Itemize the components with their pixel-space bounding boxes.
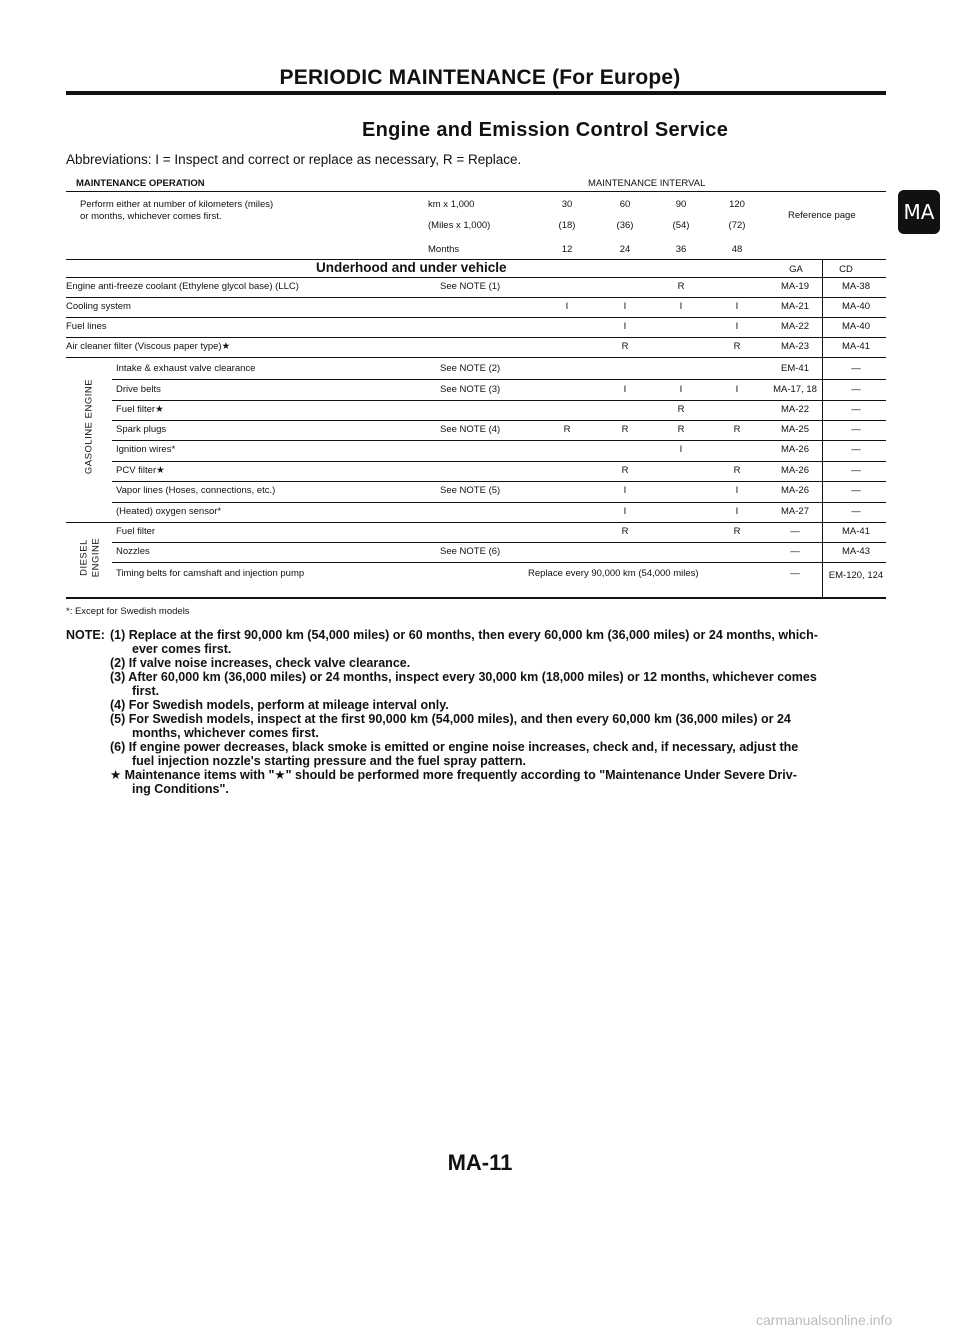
cd-reference: —: [851, 404, 861, 415]
interval-cell-i90: I: [679, 384, 683, 395]
row-note: See NOTE (6): [440, 546, 501, 557]
ga-reference: —: [790, 568, 800, 579]
cd-reference: —: [851, 465, 861, 476]
section-title: Underhood and under vehicle: [316, 260, 507, 275]
km-value: 60: [619, 199, 631, 210]
row-rule: [112, 440, 886, 441]
row-item: Vapor lines (Hoses, connections, etc.): [116, 485, 276, 496]
km-label: km x 1,000: [428, 199, 475, 210]
watermark: carmanualsonline.info: [756, 1312, 893, 1328]
row-note: See NOTE (1): [440, 281, 501, 292]
miles-value: (72): [728, 220, 746, 231]
maintenance-interval-header: MAINTENANCE INTERVAL: [588, 178, 706, 189]
cd-reference: MA-38: [842, 281, 870, 292]
note-star: ★ Maintenance items with "★" should be performed more frequently according to "Maintenance Under Severe Driv-: [110, 768, 797, 782]
cd-reference: —: [851, 363, 861, 374]
interval-cell-i120: R: [733, 465, 741, 476]
row-item: Fuel lines: [66, 321, 107, 332]
row-item: Air cleaner filter (Viscous paper type)★: [66, 341, 231, 352]
interval-cell-i120: R: [733, 424, 741, 435]
row-item: Nozzles: [116, 546, 150, 557]
page-number: MA-11: [447, 1150, 513, 1175]
interval-cell-i120: I: [735, 321, 739, 332]
interval-cell-i90: I: [679, 444, 683, 455]
note-label: NOTE:: [66, 628, 105, 642]
row-item: Fuel filter★: [116, 404, 164, 415]
maintenance-operation-header: MAINTENANCE OPERATION: [76, 178, 205, 189]
interval-cell-i30: R: [563, 424, 571, 435]
interval-cell-i120: R: [733, 341, 741, 352]
row-rule: [66, 357, 886, 358]
row-rule: [112, 562, 886, 563]
row-item: (Heated) oxygen sensor*: [116, 506, 222, 517]
ga-reference: MA-23: [781, 341, 809, 352]
abbreviations-text: Abbreviations: I = Inspect and correct or replace as necessary, R = Replace.: [66, 152, 522, 167]
cd-reference: MA-40: [842, 321, 870, 332]
row-rule: [66, 297, 886, 298]
header-rule: [66, 191, 886, 192]
row-rule: [112, 542, 886, 543]
km-value: 30: [561, 199, 573, 210]
note-1-cont: ever comes first.: [132, 642, 232, 656]
column-divider: [822, 259, 823, 599]
cd-reference: —: [851, 485, 861, 496]
miles-value: (36): [616, 220, 634, 231]
interval-cell-i30: I: [565, 301, 569, 312]
row-item: Timing belts for camshaft and injection pump: [116, 568, 305, 579]
cd-reference: —: [851, 424, 861, 435]
row-rule: [112, 502, 886, 503]
note-1: (1) Replace at the first 90,000 km (54,000 miles) or 60 months, then every 60,000 km (36,000 miles) or 24 months, which-: [110, 628, 818, 642]
months-value: 12: [561, 244, 573, 255]
months-value: 48: [731, 244, 743, 255]
row-item: Ignition wires*: [116, 444, 176, 455]
cd-reference: —: [851, 384, 861, 395]
cd-column-header: CD: [839, 264, 853, 275]
row-item: Engine anti-freeze coolant (Ethylene glycol base) (LLC): [66, 281, 299, 292]
title-rule: [66, 91, 886, 95]
note-5-cont: months, whichever comes first.: [132, 726, 319, 740]
row-item: PCV filter★: [116, 465, 165, 476]
row-note: Replace every 90,000 km (54,000 miles): [528, 568, 699, 579]
interval-cell-i90: R: [677, 281, 685, 292]
reference-page-label: Reference page: [788, 210, 856, 221]
row-rule: [66, 317, 886, 318]
months-label: Months: [428, 244, 460, 255]
interval-cell-i60: I: [623, 506, 627, 517]
ga-reference: —: [790, 546, 800, 557]
km-value: 120: [729, 199, 745, 210]
row-item: Fuel filter: [116, 526, 156, 537]
interval-cell-i90: R: [677, 404, 685, 415]
footnote: *: Except for Swedish models: [66, 606, 190, 617]
interval-cell-i60: I: [623, 485, 627, 496]
interval-cell-i120: R: [733, 526, 741, 537]
cd-reference: —: [851, 506, 861, 517]
ga-reference: MA-22: [781, 404, 809, 415]
note-6-cont: fuel injection nozzle's starting pressure and the fuel spray pattern.: [132, 754, 527, 768]
interval-cell-i90: R: [677, 424, 685, 435]
row-item: Intake & exhaust valve clearance: [116, 363, 256, 374]
perform-text-line1: Perform either at number of kilometers (miles): [80, 199, 274, 210]
row-rule: [112, 461, 886, 462]
note-3: (3) After 60,000 km (36,000 miles) or 24 months, inspect every 30,000 km (18,000 miles) or 12 months, whichever comes: [110, 670, 817, 684]
row-rule: [66, 337, 886, 338]
interval-cell-i90: I: [679, 301, 683, 312]
ga-reference: MA-19: [781, 281, 809, 292]
perform-text-line2: or months, whichever comes first.: [80, 211, 222, 222]
interval-cell-i60: R: [621, 526, 629, 537]
row-rule: [66, 522, 886, 523]
page-title: PERIODIC MAINTENANCE (For Europe): [279, 66, 681, 89]
ga-reference: MA-26: [781, 465, 809, 476]
gasoline-engine-label: GASOLINE ENGINE: [83, 378, 95, 475]
ga-reference: MA-21: [781, 301, 809, 312]
interval-cell-i60: I: [623, 384, 627, 395]
ga-reference: MA-17, 18: [773, 384, 817, 395]
ga-reference: MA-26: [781, 444, 809, 455]
note-star-cont: ing Conditions".: [132, 782, 229, 796]
row-note: See NOTE (5): [440, 485, 501, 496]
miles-value: (18): [558, 220, 576, 231]
miles-value: (54): [672, 220, 690, 231]
row-rule: [112, 420, 886, 421]
row-item: Spark plugs: [116, 424, 167, 435]
ga-reference: EM-41: [781, 363, 809, 374]
section-subtitle: Engine and Emission Control Service: [362, 119, 729, 141]
row-rule: [112, 481, 886, 482]
cd-reference: MA-41: [842, 341, 870, 352]
note-2: (2) If valve noise increases, check valve clearance.: [110, 656, 411, 670]
miles-label: (Miles x 1,000): [428, 220, 491, 231]
ga-reference: MA-22: [781, 321, 809, 332]
row-note: See NOTE (3): [440, 384, 501, 395]
row-rule: [112, 400, 886, 401]
cd-reference: MA-41: [842, 526, 870, 537]
row-rule: [112, 379, 886, 380]
cd-reference: MA-40: [842, 301, 870, 312]
note-3-cont: first.: [132, 684, 160, 698]
cd-reference: —: [851, 444, 861, 455]
cd-reference: MA-43: [842, 546, 870, 557]
interval-cell-i60: I: [623, 301, 627, 312]
ga-reference: MA-25: [781, 424, 809, 435]
ga-reference: —: [790, 526, 800, 537]
table-bottom-rule: [66, 597, 886, 599]
months-value: 36: [675, 244, 687, 255]
interval-cell-i120: I: [735, 301, 739, 312]
engine-label: ENGINE: [90, 537, 102, 578]
row-item: Cooling system: [66, 301, 131, 312]
km-value: 90: [675, 199, 687, 210]
interval-cell-i120: I: [735, 384, 739, 395]
interval-cell-i60: R: [621, 341, 629, 352]
diesel-label: DIESEL: [78, 539, 90, 576]
interval-cell-i60: R: [621, 465, 629, 476]
months-value: 24: [619, 244, 631, 255]
note-6: (6) If engine power decreases, black smoke is emitted or engine noise increases, check and, if necessary, adjust the: [110, 740, 799, 754]
row-rule: [66, 277, 886, 278]
interval-cell-i60: I: [623, 321, 627, 332]
cd-reference: EM-120, 124: [828, 570, 884, 581]
ga-reference: MA-26: [781, 485, 809, 496]
ga-column-header: GA: [789, 264, 803, 275]
interval-cell-i120: I: [735, 485, 739, 496]
row-note: See NOTE (2): [440, 363, 501, 374]
interval-cell-i60: R: [621, 424, 629, 435]
row-item: Drive belts: [116, 384, 161, 395]
ga-reference: MA-27: [781, 506, 809, 517]
interval-cell-i120: I: [735, 506, 739, 517]
note-4: (4) For Swedish models, perform at mileage interval only.: [110, 698, 449, 712]
note-5: (5) For Swedish models, inspect at the first 90,000 km (54,000 miles), and then every 60,000 km (36,000 miles) or 24: [110, 712, 791, 726]
section-tab: MA: [898, 190, 940, 234]
row-note: See NOTE (4): [440, 424, 501, 435]
